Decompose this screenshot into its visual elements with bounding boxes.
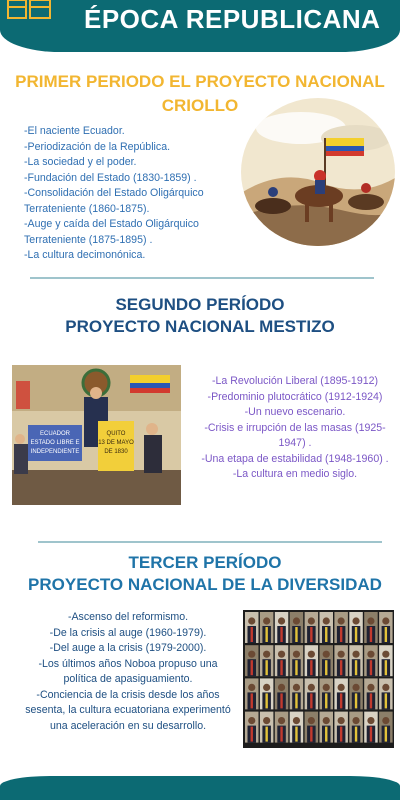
section1-title-line2: CRIOLLO <box>161 96 239 115</box>
section2-title <box>0 294 400 338</box>
list-item: -Predominio plutocrático (1912-1924) <box>207 390 383 403</box>
list-item: -La cultura en medio siglo. <box>232 468 358 480</box>
list-item: -Consolidación del Estado Oligárquico Terrateniente (1860-1875). <box>24 187 204 215</box>
portrait-thumbnail <box>305 645 319 676</box>
list-item: -El naciente Ecuador. <box>24 125 125 137</box>
list-item: -La cultura decimonónica. <box>24 249 146 261</box>
section3-title <box>0 552 400 596</box>
divider <box>30 277 374 279</box>
portrait-thumbnail <box>245 712 259 743</box>
footer-bar <box>0 776 400 800</box>
portrait-thumbnail <box>275 612 289 643</box>
portrait-thumbnail <box>349 712 363 743</box>
books-icon <box>6 0 58 22</box>
portrait-thumbnail <box>364 712 378 743</box>
list-item: -Una etapa de estabilidad (1948-1960) . <box>201 452 389 465</box>
portrait-thumbnail <box>320 678 334 709</box>
svg-text:ECUADOR: ECUADOR <box>39 431 71 437</box>
svg-text:ESTADO LIBRE E: ESTADO LIBRE E <box>30 440 80 446</box>
portrait-thumbnail <box>260 678 274 709</box>
list-item: -Periodización de la República. <box>24 140 171 153</box>
portrait-thumbnail <box>275 645 289 676</box>
portrait-thumbnail <box>290 645 304 676</box>
section3-title-line2: PROYECTO NACIONAL DE LA DIVERSIDAD <box>28 575 382 594</box>
list-item: -De la crisis al auge (1960-1979). <box>49 626 207 639</box>
battle-painting-image <box>241 98 395 246</box>
portrait-thumbnail <box>290 612 304 643</box>
svg-text:QUITO: QUITO <box>106 431 126 437</box>
portrait-thumbnail <box>349 645 363 676</box>
portrait-thumbnail <box>260 645 274 676</box>
section2-list <box>196 374 394 483</box>
svg-text:13 DE MAYO: 13 DE MAYO <box>98 440 134 446</box>
page-title: ÉPOCA REPUBLICANA <box>84 4 381 34</box>
portrait-thumbnail <box>334 645 348 676</box>
presidents-portrait-grid-image <box>243 610 394 748</box>
section2-title-line1: SEGUNDO PERÍODO <box>115 295 285 314</box>
portrait-thumbnail <box>305 678 319 709</box>
portrait-thumbnail <box>364 645 378 676</box>
portrait-thumbnail <box>260 712 274 743</box>
svg-text:INDEPENDIENTE: INDEPENDIENTE <box>30 449 80 455</box>
portrait-thumbnail <box>290 678 304 709</box>
section1-list <box>24 124 234 264</box>
section3-list <box>22 610 234 734</box>
list-item: -Los últimos años Noboa propuso una política de apasiguamiento. <box>38 657 218 685</box>
portrait-thumbnail <box>379 612 393 643</box>
header-bar <box>0 0 400 52</box>
portrait-thumbnail <box>320 712 334 743</box>
portrait-thumbnail <box>379 678 393 709</box>
list-item: -Del auge a la crisis (1979-2000). <box>49 642 207 654</box>
portrait-thumbnail <box>245 612 259 643</box>
portrait-thumbnail <box>260 612 274 643</box>
list-item: -Auge y caída del Estado Oligárquico Terrateniente (1875-1895) . <box>24 218 199 246</box>
portrait-thumbnail <box>334 712 348 743</box>
portrait-thumbnail <box>334 612 348 643</box>
portrait-thumbnail <box>379 645 393 676</box>
list-item: -Fundación del Estado (1830-1859) . <box>24 171 197 184</box>
portrait-thumbnail <box>364 678 378 709</box>
portrait-thumbnail <box>364 612 378 643</box>
list-item: -Conciencia de la crisis desde los años sesenta, la cultura ecuatoriana experimentó una aceleración en su desarrollo. <box>25 688 231 732</box>
list-item: -La sociedad y el poder. <box>24 156 137 168</box>
list-item: -Crisis e irrupción de las masas (1925-1947) . <box>204 421 386 449</box>
list-item: -Un nuevo escenario. <box>244 406 346 418</box>
portrait-thumbnail <box>334 678 348 709</box>
svg-text:DE 1830: DE 1830 <box>104 449 128 455</box>
portrait-thumbnail <box>275 678 289 709</box>
portrait-thumbnail <box>349 678 363 709</box>
list-item: -Ascenso del reformismo. <box>67 611 189 623</box>
portrait-thumbnail <box>320 612 334 643</box>
section3-title-line1: TERCER PERÍODO <box>128 553 282 572</box>
independence-painting-image <box>12 365 181 505</box>
section2-title-line2: PROYECTO NACIONAL MESTIZO <box>65 317 335 336</box>
portrait-thumbnail <box>379 712 393 743</box>
section1-title-line1: PRIMER PERIODO EL PROYECTO NACIONAL <box>15 72 385 91</box>
portrait-thumbnail <box>245 645 259 676</box>
portrait-thumbnail <box>305 712 319 743</box>
portrait-thumbnail <box>290 712 304 743</box>
divider <box>38 541 382 543</box>
portrait-thumbnail <box>349 612 363 643</box>
portrait-thumbnail <box>245 678 259 709</box>
portrait-thumbnail <box>305 612 319 643</box>
portrait-thumbnail <box>275 712 289 743</box>
portrait-thumbnail <box>320 645 334 676</box>
list-item: -La Revolución Liberal (1895-1912) <box>211 375 379 387</box>
